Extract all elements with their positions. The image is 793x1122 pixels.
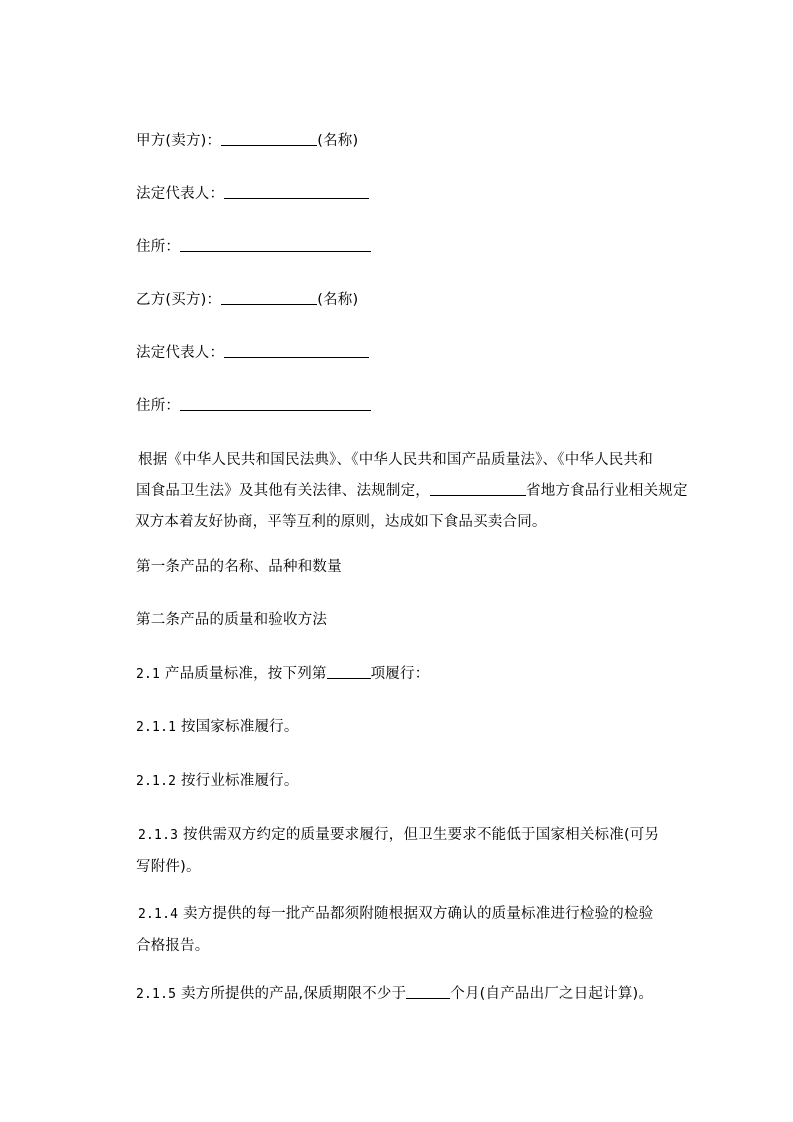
party-b-rep-blank[interactable] [224, 343, 369, 358]
clause-2-1-4-line-2: 合格报告。 [136, 938, 210, 954]
party-b-address-blank[interactable] [180, 396, 371, 411]
party-a-address-line [136, 237, 371, 257]
party-b-address-label: 住所： [136, 398, 181, 414]
preamble-line-3: 双方本着友好协商，平等互利的原则，达成如下食品买卖合同。 [135, 514, 547, 530]
preamble-line-2b: 省地方食品行业相关规定 [526, 483, 688, 499]
party-a-address-label: 住所： [136, 239, 181, 255]
clause-2-1-3 [138, 825, 659, 888]
clause-2-1-text-b: 项履行： [370, 666, 430, 682]
preamble-paragraph-cont [136, 481, 688, 543]
clause-2-1-5-number: 2.1.5 [136, 987, 177, 1002]
article-2-heading: 第二条产品的质量和验收方法 [136, 612, 328, 628]
party-a-name-line [136, 131, 358, 151]
party-a-label: 甲方(卖方)： [136, 133, 222, 149]
party-a-name-blank[interactable] [221, 131, 317, 146]
clause-2-1-4-number: 2.1.4 [138, 907, 179, 922]
party-a-rep-blank[interactable] [224, 184, 369, 199]
clause-2-1-3-line-1 [138, 825, 659, 846]
clause-2-1-5 [136, 984, 653, 1005]
clause-2-1-3-line-2: 写附件)。 [136, 859, 201, 875]
clause-2-1-3-number: 2.1.3 [138, 828, 179, 843]
clause-2-1-item-blank[interactable] [327, 664, 371, 679]
preamble-line-2a: 国食品卫生法》及其他有关法律、法规制定， [136, 483, 430, 499]
province-blank[interactable] [430, 481, 526, 496]
preamble-line-1: 根据《中华人民共和国民法典》、《中华人民共和国产品质量法》、《中华人民共和 [138, 452, 653, 468]
clause-2-1-2-number: 2.1.2 [136, 774, 177, 789]
preamble-line-2 [136, 481, 688, 501]
article-1-heading: 第一条产品的名称、品种和数量 [136, 559, 342, 575]
party-b-rep-label: 法定代表人： [136, 345, 225, 361]
clause-2-1 [136, 664, 429, 685]
clause-2-1-4-line-1 [138, 904, 653, 925]
party-a-rep-line [136, 184, 369, 204]
clause-2-1-3-text-1: 按供需双方约定的质量要求履行，但卫生要求不能低于国家相关标准(可另 [182, 827, 660, 843]
clause-2-1-text-a: 产品质量标准，按下列第 [164, 666, 327, 682]
clause-2-1-number: 2.1 [136, 667, 161, 682]
shelf-life-months-blank[interactable] [406, 984, 450, 999]
clause-2-1-2-text: 按行业标准履行。 [180, 773, 299, 789]
clause-2-1-5-text-a: 卖方所提供的产品,保质期限不少于 [180, 986, 407, 1002]
party-b-rep-line [136, 343, 369, 363]
clause-2-1-5-text-b: 个月(自产品出厂之日起计算)。 [450, 986, 654, 1002]
clause-2-1-4-text-1: 卖方提供的每一批产品都须附随根据双方确认的质量标准进行检验的检验 [182, 906, 654, 922]
clause-2-1-1-number: 2.1.1 [136, 720, 177, 735]
party-b-name-line [136, 290, 358, 310]
preamble-paragraph [138, 450, 653, 481]
party-b-name-blank[interactable] [221, 290, 317, 305]
clause-2-1-2 [136, 771, 299, 792]
party-a-suffix: (名称) [317, 133, 359, 149]
clause-2-1-4 [138, 904, 653, 967]
party-b-label: 乙方(买方)： [136, 292, 222, 308]
party-a-address-blank[interactable] [180, 237, 371, 252]
clause-2-1-1 [136, 717, 299, 738]
party-a-rep-label: 法定代表人： [136, 186, 225, 202]
party-b-suffix: (名称) [317, 292, 359, 308]
clause-2-1-1-text: 按国家标准履行。 [180, 719, 299, 735]
party-b-address-line [136, 396, 371, 416]
